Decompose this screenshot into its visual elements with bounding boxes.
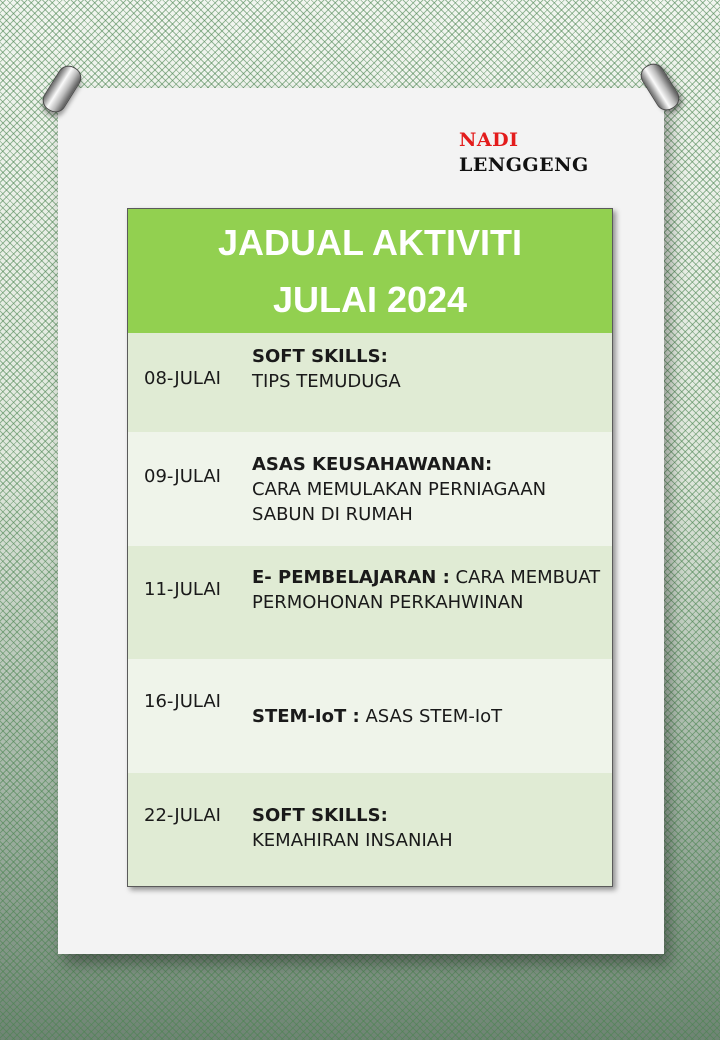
row-date: 22-JULAI bbox=[144, 805, 221, 826]
row-date: 11-JULAI bbox=[144, 579, 221, 600]
brand-logo bbox=[459, 128, 589, 178]
brand-line2: LENGGENG bbox=[459, 154, 589, 176]
schedule-row bbox=[128, 659, 612, 773]
schedule-title-line1: JADUAL AKTIVITI bbox=[217, 222, 522, 263]
schedule-row bbox=[128, 333, 612, 432]
row-detail: CARA MEMULAKAN PERNIAGAAN SABUN DI RUMAH bbox=[252, 479, 547, 525]
schedule-row bbox=[128, 432, 612, 546]
brand-line1: NADI bbox=[459, 129, 519, 151]
row-category: E- PEMBELAJARAN : bbox=[252, 567, 450, 588]
schedule-header bbox=[128, 209, 612, 333]
row-date: 16-JULAI bbox=[144, 691, 221, 712]
row-category: SOFT SKILLS: bbox=[252, 805, 388, 826]
row-date: 08-JULAI bbox=[144, 368, 221, 389]
row-category: SOFT SKILLS: bbox=[252, 346, 388, 367]
row-description bbox=[252, 344, 602, 394]
row-detail: CARA MEMBUAT PERMOHONAN PERKAHWINAN bbox=[252, 567, 601, 613]
row-detail: ASAS STEM-IoT bbox=[365, 706, 503, 727]
row-date: 09-JULAI bbox=[144, 466, 221, 487]
row-detail: TIPS TEMUDUGA bbox=[252, 371, 401, 392]
schedule-table bbox=[127, 208, 613, 887]
schedule-title-line2: JULAI 2024 bbox=[272, 279, 468, 320]
schedule-row bbox=[128, 546, 612, 659]
row-description bbox=[252, 565, 602, 615]
row-description bbox=[252, 803, 602, 853]
row-description bbox=[252, 704, 602, 729]
schedule-row bbox=[128, 773, 612, 886]
row-category: STEM-IoT : bbox=[252, 706, 360, 727]
row-detail: KEMAHIRAN INSANIAH bbox=[252, 830, 453, 851]
row-category: ASAS KEUSAHAWANAN: bbox=[252, 454, 493, 475]
row-description bbox=[252, 452, 602, 527]
